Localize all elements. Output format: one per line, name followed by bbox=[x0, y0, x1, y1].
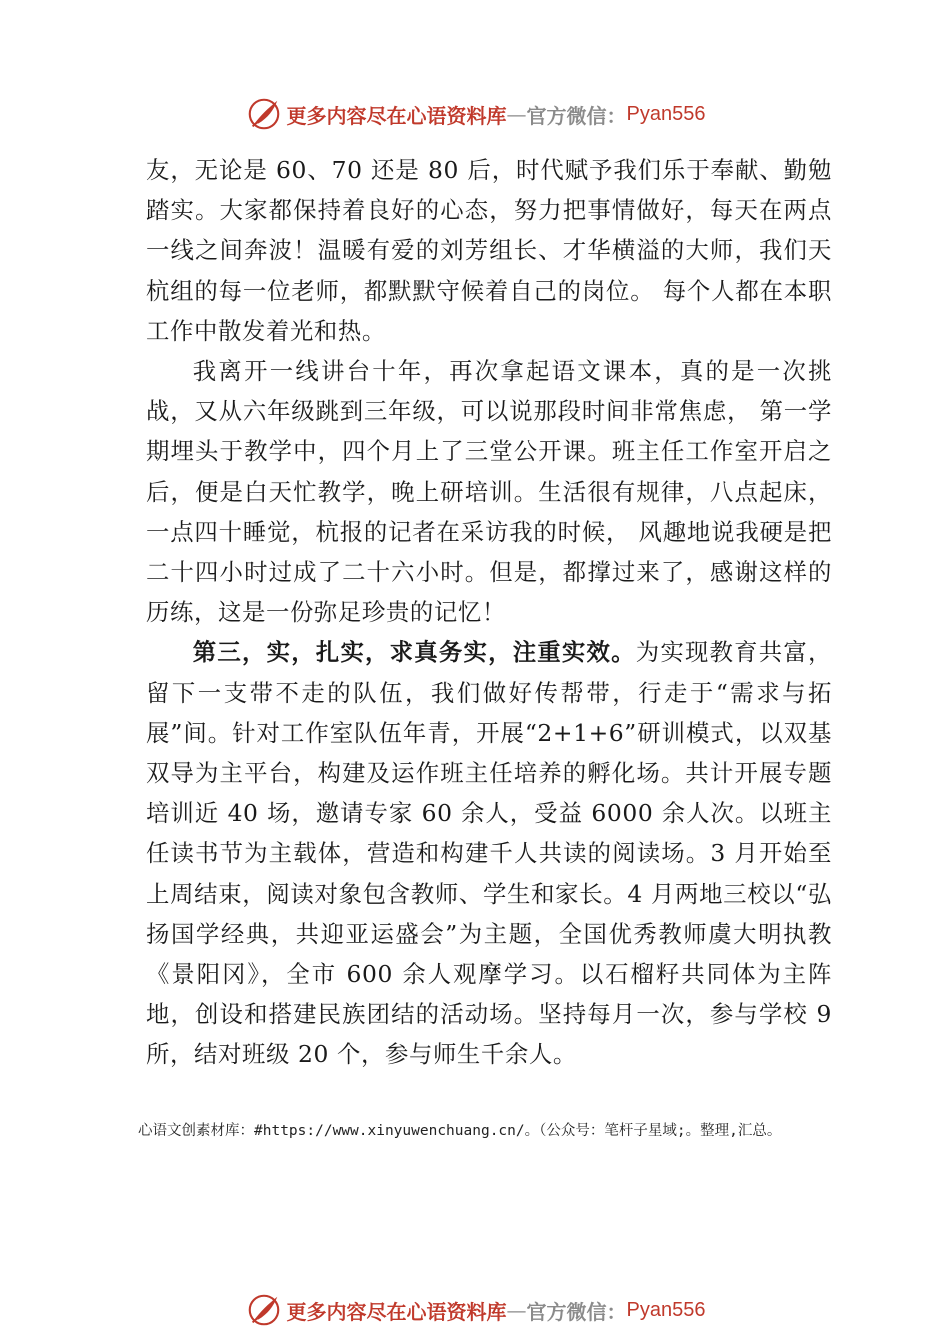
banner-title: 更多内容尽在心语资料库 bbox=[286, 103, 507, 128]
paragraph-3-heading: 第三，实，扎实，求真务实，注重实效。 bbox=[192, 638, 636, 667]
banner-wechat-id: Pyan556 bbox=[626, 102, 706, 125]
banner-wechat-label: 官方微信： bbox=[526, 1299, 627, 1324]
paragraph-3 bbox=[146, 632, 832, 1074]
footer-banner bbox=[0, 1290, 950, 1330]
banner-title: 更多内容尽在心语资料库 bbox=[286, 1299, 507, 1324]
banner-dash: — bbox=[506, 1298, 527, 1322]
banner-wechat-id: Pyan556 bbox=[626, 1298, 706, 1321]
header-banner bbox=[0, 94, 950, 134]
banner-dash: — bbox=[506, 102, 527, 126]
paragraph-2: 我离开一线讲台十年，再次拿起语文课本，真的是一次挑战，又从六年级跳到三年级，可以说那段时间非常焦虑， 第一学期埋头于教学中，四个月上了三堂公开课。班主任工作室开启之后，便是白天忙教学，晚上研培训。生活很有规律，八点起床，一点四十睡觉，杭报的记者在采访我的时候， 风趣地说我硬是把二十四小时过成了二十六小时。但是，都撑过来了，感谢这样的历练，这是一份弥足珍贵的记忆！ bbox=[146, 357, 832, 627]
paragraph-1: 友，无论是 60、70 还是 80 后，时代赋予我们乐于奉献、勤勉踏实。大家都保持着良好的心态，努力把事情做好，每天在两点一线之间奔波！温暖有爱的刘芳组长、才华横溢的大师，我们天杭组的每一位老师，都默默守候着自己的岗位。 每个人都在本职工作中散发着光和热。 bbox=[146, 156, 832, 345]
quill-logo-icon bbox=[245, 95, 283, 133]
document-body bbox=[146, 150, 832, 1075]
paragraph-3-text: 为实现教育共富，留下一支带不走的队伍，我们做好传帮带，行走于“需求与拓展”间。针对工作室队伍年青，开展“2+1+6”研训模式，以双基双导为主平台，构建及运作班主任培养的孵化场。共计开展专题培训近 40 场，邀请专家 60 余人，受益 6000 余人次。以班主任读书节为主载体，营造和构建千人共读的阅读场。3 月开始至上周结束，阅读对象包含教师、学生和家长。4 月两地三校以“弘扬国学经典，共迎亚运盛会”为主题，全国优秀教师虞大明执教《景阳冈》，全市 600 余人观摩学习。以石榴籽共同体为主阵地，创设和搭建民族团结的活动场。坚持每月一次，参与学校 9 所，结对班级 20 个，参与师生千余人。 bbox=[146, 638, 832, 1069]
quill-logo-icon bbox=[245, 1291, 283, 1329]
banner-wechat-label: 官方微信： bbox=[526, 103, 627, 128]
source-footnote: 心语文创素材库：#https://www.xinyuwenchuang.cn/。（公众号：笔杆子星域;。整理,汇总。 bbox=[138, 1123, 782, 1139]
